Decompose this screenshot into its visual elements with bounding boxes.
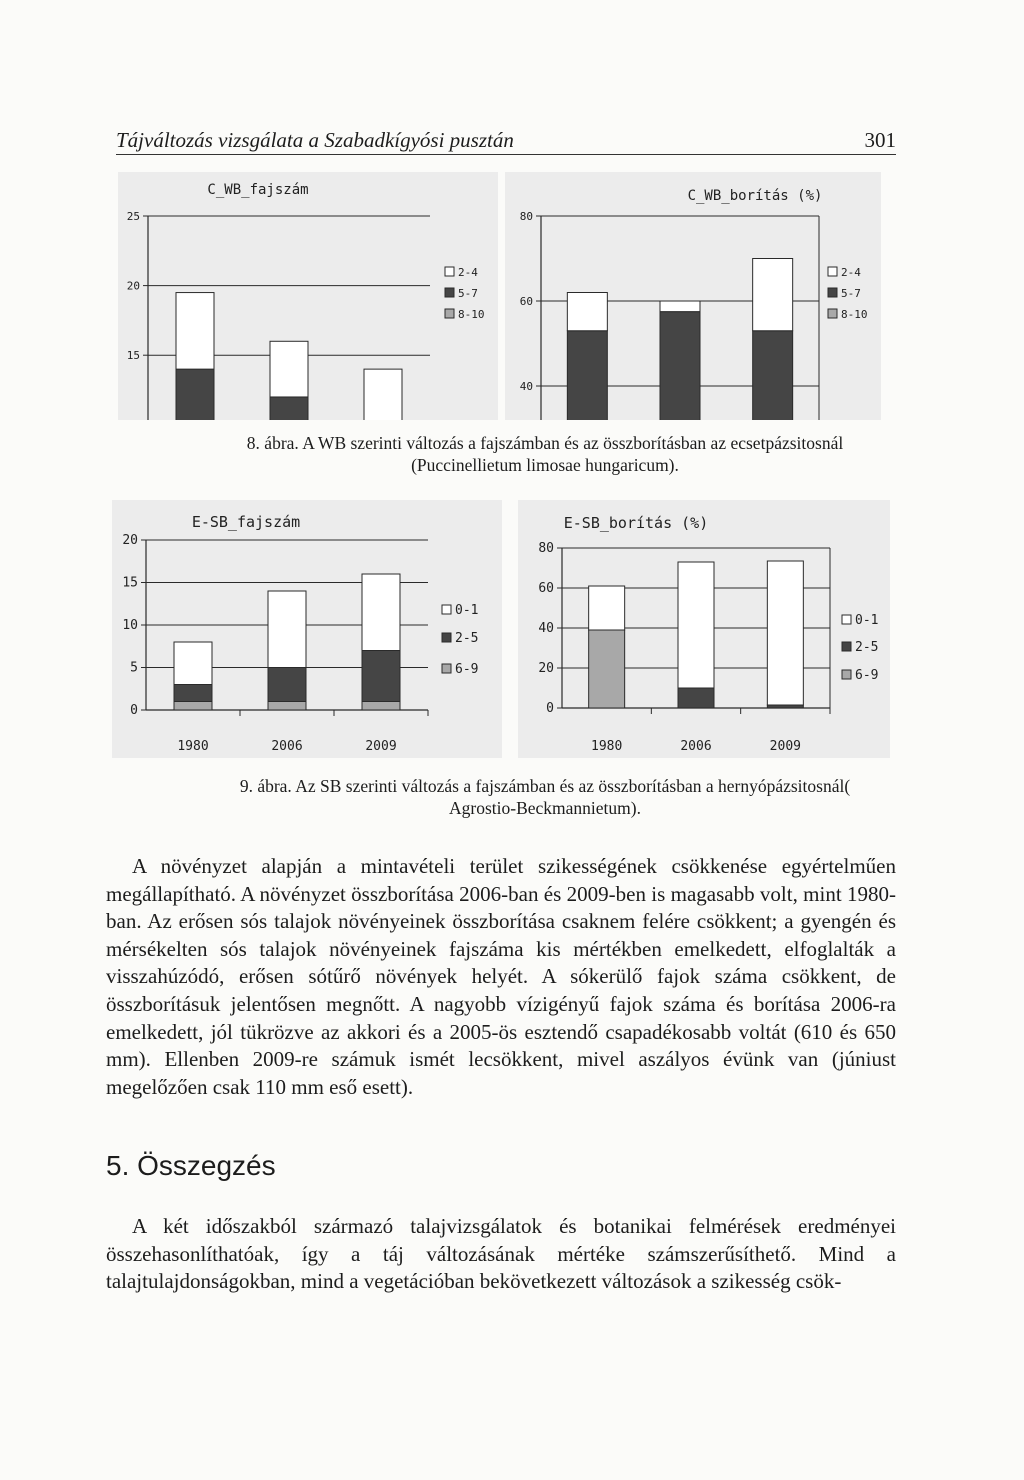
chart-e-sb-fajszam xyxy=(112,500,502,758)
chart-title: C_WB_fajszám xyxy=(207,182,309,198)
bar-2-4-2006 xyxy=(660,301,700,312)
page-number: 301 xyxy=(864,128,896,152)
figure9-caption xyxy=(200,775,890,819)
y-tick-label: 40 xyxy=(538,621,554,636)
legend-swatch-6-9 xyxy=(842,670,851,679)
chart-c-wb-boritas-svg xyxy=(505,172,881,420)
legend-label-5-7: 5-7 xyxy=(841,287,861,300)
bar-2-4-2009 xyxy=(753,259,793,331)
legend-label-2-5: 2-5 xyxy=(455,631,479,646)
legend-swatch-6-9 xyxy=(442,664,451,673)
running-header xyxy=(116,128,896,156)
figure8-caption xyxy=(200,432,890,476)
legend-swatch-2-5 xyxy=(842,642,851,651)
y-tick-label: 25 xyxy=(126,210,140,223)
paragraph-2-text: A két időszakból származó talajvizsgálatok és botanikai felmérések eredményei összehasonlíthatóak, így a táj változásának mértéke számszerűsíthető. Mind a talajtulajdonságokban, mind a vegetációban bekövetkezett változások a szikesség csök- xyxy=(106,1214,896,1294)
y-tick-label: 20 xyxy=(126,279,140,293)
bar-6-9-2009 xyxy=(362,702,400,711)
bar-5-7-2009 xyxy=(753,331,793,420)
chart-e-sb-boritas-svg xyxy=(518,500,890,758)
y-tick-label: 20 xyxy=(538,661,554,676)
x-tick-label: 2009 xyxy=(365,739,397,754)
y-tick-label: 80 xyxy=(538,541,554,556)
legend-label-0-1: 0-1 xyxy=(855,613,879,628)
x-tick-label: 1980 xyxy=(177,739,209,754)
chart-e-sb-boritas xyxy=(518,500,890,758)
bar-0-1-2009 xyxy=(767,561,803,705)
bar-5-7-1980 xyxy=(176,369,214,420)
y-tick-label: 5 xyxy=(130,660,138,676)
bar-5-7-2006 xyxy=(270,397,308,420)
y-tick-label xyxy=(127,419,140,420)
y-tick-label: 20 xyxy=(122,533,138,548)
y-tick-label: 40 xyxy=(519,380,533,393)
chart-title: E-SB_borítás (%) xyxy=(563,514,709,532)
x-tick-label: 2009 xyxy=(769,739,801,754)
paragraph-2 xyxy=(106,1213,896,1296)
bar-2-4-2006 xyxy=(270,341,308,397)
bar-2-5-2006 xyxy=(268,668,306,702)
figure8-caption-line1: 8. ábra. A WB szerinti változás a fajszámban és az összborításban az ecsetpázsitosnál xyxy=(246,433,844,453)
bar-6-9-2006 xyxy=(268,702,306,711)
paragraph-1-text: A növényzet alapján a mintavételi terület szikességének csökkenése egyértelműen megállapítható. A növényzet összborítása 2006-ban és 2009-ben is magasabb volt, mint 1980-ban. Az erősen sós talajok növényeinek összborítása csaknem felére csökkent; a gyengén és mérsékelten sós talajok növényeinek fajszáma kis mértékben emelkedett, elfoglalták a visszahúzódó, erősen sótűrő növények helyét. A sókerülő fajok száma csökkent, de összborításuk jelentősen megnőtt. A nagyobb vízigényű fajok száma és borítása 2006-ra emelkedett, jól tükrözve az akkori és a 2005-ös esztendő csapadékosabb voltát (610 és 650 mm). Ellenben 2009-re számuk ismét lecsökkent, mivel aszályos évünk van (júniust megelőzően csak 110 mm eső esett). xyxy=(106,854,896,1099)
legend-swatch-2-4 xyxy=(445,267,454,276)
figure9-caption-line1: 9. ábra. Az SB szerinti változás a fajszámban és az összborításban a hernyópázsitosnál( xyxy=(239,776,851,796)
legend-label-5-7: 5-7 xyxy=(458,287,478,300)
bar-0-1-1980 xyxy=(589,586,625,630)
y-tick-label: 10 xyxy=(122,618,138,633)
legend-swatch-0-1 xyxy=(442,605,451,614)
y-tick-label: 80 xyxy=(519,210,533,223)
bar-5-7-2006 xyxy=(660,312,700,420)
bar-0-1-1980 xyxy=(174,642,212,685)
y-tick-label: 0 xyxy=(130,703,138,718)
y-tick-label: 60 xyxy=(538,581,554,596)
bar-2-5-2006 xyxy=(678,688,714,708)
legend-swatch-2-5 xyxy=(442,633,451,642)
legend-label-8-10: 8-10 xyxy=(841,308,868,321)
legend-swatch-0-1 xyxy=(842,615,851,624)
legend-label-2-5: 2-5 xyxy=(855,640,879,655)
bar-2-5-1980 xyxy=(174,685,212,702)
bar-0-1-2006 xyxy=(678,562,714,688)
legend-label-2-4: 2-4 xyxy=(458,266,478,279)
section-heading: 5. Összegzés xyxy=(106,1150,276,1181)
header-rule xyxy=(116,154,896,155)
chart-e-sb-fajszam-svg xyxy=(112,500,502,758)
x-tick-label: 2006 xyxy=(680,739,712,754)
legend-label-6-9: 6-9 xyxy=(455,662,479,677)
bar-5-7-1980 xyxy=(567,331,607,420)
y-tick-label: 15 xyxy=(122,575,138,591)
bar-0-1-2006 xyxy=(268,591,306,668)
bar-2-5-2009 xyxy=(362,651,400,702)
legend-swatch-2-4 xyxy=(828,267,837,276)
chart-c-wb-boritas xyxy=(505,172,881,420)
chart-c-wb-fajszam xyxy=(118,172,498,420)
bar-2-4-1980 xyxy=(567,293,607,331)
chart-c-wb-fajszam-svg xyxy=(118,172,498,420)
paragraph-1 xyxy=(106,853,896,1101)
x-tick-label: 1980 xyxy=(591,739,623,754)
y-tick-label: 0 xyxy=(546,701,554,716)
y-tick-label: 15 xyxy=(126,349,140,363)
bar-2-4-1980 xyxy=(176,293,214,370)
legend-swatch-8-10 xyxy=(828,309,837,318)
running-title: Tájváltozás vizsgálata a Szabadkígyósi pusztán xyxy=(116,128,514,152)
bar-6-9-1980 xyxy=(174,702,212,711)
legend-label-6-9: 6-9 xyxy=(855,668,879,683)
legend-swatch-5-7 xyxy=(445,288,454,297)
legend-label-2-4: 2-4 xyxy=(841,266,861,279)
legend-label-0-1: 0-1 xyxy=(455,603,479,618)
chart-title: C_WB_borítás (%) xyxy=(687,188,823,204)
bar-0-1-2009 xyxy=(362,574,400,651)
bar-2-4-2009 xyxy=(364,369,402,420)
figure8-caption-line2: (Puccinellietum limosae hungaricum). xyxy=(411,455,679,475)
figure9-caption-line2: Agrostio-Beckmannietum). xyxy=(449,798,641,818)
legend-swatch-5-7 xyxy=(828,288,837,297)
legend-swatch-8-10 xyxy=(445,309,454,318)
bar-6-9-1980 xyxy=(589,630,625,708)
legend-label-8-10: 8-10 xyxy=(458,308,485,321)
x-tick-label: 2006 xyxy=(271,739,303,754)
y-tick-label: 60 xyxy=(519,295,533,308)
chart-title: E-SB_fajszám xyxy=(191,513,301,531)
